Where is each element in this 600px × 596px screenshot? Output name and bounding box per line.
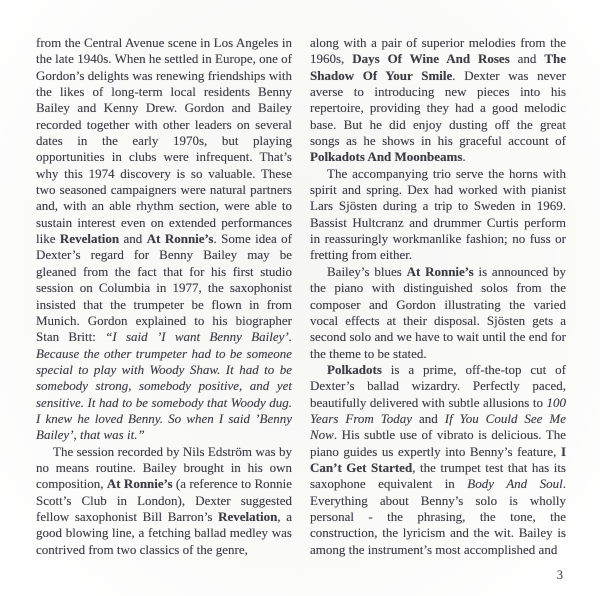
paragraph	[310, 264, 566, 362]
text-segment: The session recorded by Nils Edström was by no means routine. Bailey brought in his own composition,	[36, 443, 292, 492]
text-segment: At Ronnie’s	[406, 263, 474, 279]
text-segment: is announced by the piano with distinguished solos from the composer and Gordon illustrating the varied vocal effects at their disposal. Sjösten gets a second solo and we have to wait until the end for the theme to be stated.	[310, 263, 567, 361]
text-segment: Bailey’s blues	[327, 263, 407, 279]
text-segment: At Ronnie’s	[146, 231, 214, 247]
text-segment: I Can’t Get Started	[310, 443, 566, 475]
text-segment: and	[509, 51, 545, 67]
text-segment: “I said ’I want Benny Bailey’. Because the other trumpeter had to be someone special to play with Woody Shaw. It had to be somebody strong, somebody positive, and yet sensitive. It had to be somebody that Woody dug. I knew he loved Benny. So when I said ’Benny Bailey’, that was it.”	[36, 329, 293, 443]
text-segment: .	[462, 149, 466, 165]
text-segment: The accompanying trio serve the horns with spirit and spring. Dex had worked with pianist Lars Sjösten during a trip to Sweden in 1969. Bassist Hultcranz and drummer Curtis perform in reassuringly workmanlike fashion; no fuss or fretting from either.	[310, 165, 566, 263]
text-segment: and	[119, 231, 147, 247]
text-segment: , the trumpet test that has its saxophone equivalent in	[310, 459, 566, 492]
text-segment: The Shadow Of Your Smile	[310, 51, 567, 83]
text-segment: 100 Years From Today	[310, 394, 566, 426]
text-column-left	[36, 35, 292, 558]
text-segment: Revelation	[59, 231, 120, 247]
text-segment: Revelation	[218, 508, 278, 524]
text-segment: . Some idea of Dexter’s regard for Benny Bailey may be gleaned from the fact that for his first studio session on Columbia in 1977, the saxophonist insisted that the trumpeter be flown in from Munich. Gordon explained to his biographer Stan Britt:	[36, 231, 293, 345]
paragraph	[310, 166, 566, 264]
text-segment: Polkadots And Moonbeams	[310, 149, 463, 165]
text-segment: and	[412, 410, 445, 426]
paragraph	[310, 35, 566, 166]
text-segment: Polkadots	[327, 361, 382, 377]
text-segment: . His subtle use of vibrato is delicious. The piano guides us expertly into Benny’s feature,	[310, 427, 566, 459]
text-segment: . Everything about Benny’s solo is wholly personal - the phrasing, the tone, the construction, the lyricism and the wit. Bailey is among the instrument’s most accomplished and	[310, 476, 567, 557]
page-number: 3	[556, 568, 563, 582]
text-segment: , a good blowing line, a fetching ballad medley was contrived from two classics of the genre,	[36, 508, 292, 557]
text-segment: Body And Soul	[467, 476, 563, 492]
text-segment: is a prime, off-the-top cut of Dexter’s ballad wizardry. Perfectly paced, beautifully delivered with subtle allusions to	[310, 361, 566, 410]
text-column-right	[310, 35, 566, 558]
text-segment: along with a pair of superior melodies from the 1960s,	[310, 35, 566, 67]
text-segment: . Dexter was never averse to introducing new pieces into his repertoire, providing they had a good melodic base. But he did enjoy dusting off the great songs as he shows in his graceful account of	[310, 67, 566, 149]
paragraph	[36, 444, 292, 558]
paragraph	[310, 362, 566, 558]
text-segment: If You Could See Me Now	[310, 410, 567, 443]
text-segment: from the Central Avenue scene in Los Angeles in the late 1940s. When he settled in Europe, one of Gordon’s delights was renewing friendships with the likes of long-term local residents Benny Bailey and Kenny Drew. Gordon and Bailey recorded together with other leaders on several dates in the early 1970s, but playing opportunities in clubs were infrequent. That’s why this 1974 discovery is so valuable. These two seasoned campaigners were natural partners and, with an able rhythm section, were able to sustain interest even on extended performances like	[36, 35, 292, 247]
text-segment: At Ronnie’s	[106, 476, 173, 492]
text-segment: (a reference to Ronnie Scott’s Club in London), Dexter suggested fellow saxophonist Bill Barron’s	[36, 476, 292, 524]
paragraph	[36, 35, 292, 444]
text-segment: Days Of Wine And Roses	[352, 51, 510, 67]
